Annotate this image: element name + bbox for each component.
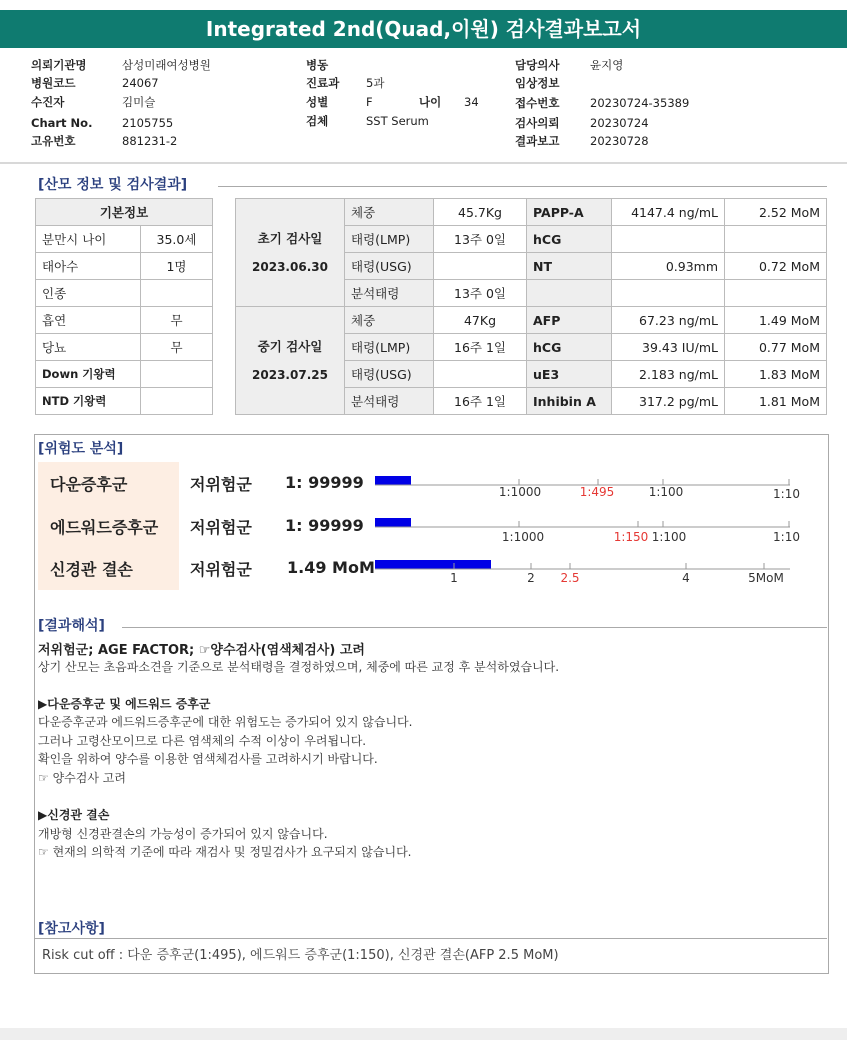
marker-conc: 4147.4 ng/mL bbox=[612, 199, 725, 226]
tick-label: 5MoM bbox=[748, 571, 784, 585]
section-interpretation-title: [결과해석] bbox=[38, 618, 105, 634]
marker-conc: 317.2 pg/mL bbox=[612, 388, 725, 415]
marker-label: hCG bbox=[527, 334, 612, 361]
tick-label: 4 bbox=[682, 571, 690, 585]
cutoff-tick-label: 1:495 bbox=[579, 485, 615, 499]
hospital-code-label: 병원코드 bbox=[31, 76, 76, 90]
section-divider bbox=[34, 938, 827, 939]
basic-row-label: NTD 기왕력 bbox=[36, 388, 141, 415]
risk-value: 1: 99999 bbox=[285, 516, 364, 535]
risk-group: 저위험군 bbox=[190, 518, 252, 537]
exam-row-value: 16주 1일 bbox=[434, 388, 527, 415]
specimen-label: 검체 bbox=[306, 114, 329, 128]
ntd-mom-scale bbox=[375, 560, 790, 585]
basic-info-header: 기본정보 bbox=[36, 199, 213, 226]
department-value: 5과 bbox=[366, 76, 385, 90]
exam-row-label: 분석태령 bbox=[345, 280, 434, 307]
doctor-label: 담당의사 bbox=[515, 58, 560, 72]
sex-label: 성별 bbox=[306, 95, 329, 109]
risk-cutoff-note: Risk cut off : 다운 증후군(1:495), 에드워드 증후군(1:150), 신경관 결손(AFP 2.5 MoM) bbox=[42, 948, 559, 963]
basic-row-label: 인종 bbox=[36, 280, 141, 307]
basic-row-label: 태아수 bbox=[36, 253, 141, 280]
risk-value: 1.49 MoM bbox=[287, 558, 375, 577]
interpretation-subheading: ▶신경관 결손 bbox=[38, 808, 110, 822]
hospital-code-value: 24067 bbox=[122, 76, 159, 90]
tick-label: 1:1000 bbox=[498, 485, 542, 499]
marker-mom: 0.77 MoM bbox=[725, 334, 827, 361]
specimen-value: SST Serum bbox=[366, 114, 429, 128]
basic-row-label: 당뇨 bbox=[36, 334, 141, 361]
doctor-value: 윤지영 bbox=[590, 58, 624, 72]
exam-row-value: 13주 0일 bbox=[434, 280, 527, 307]
tick-label: 1:10 bbox=[773, 487, 800, 501]
second-exam-title: 중기 검사일 bbox=[257, 338, 323, 354]
hospital-name-label: 의뢰기관명 bbox=[31, 58, 87, 72]
tick-label: 1:10 bbox=[773, 530, 800, 544]
sex-value: F bbox=[366, 95, 373, 109]
hospital-name-value: 삼성미래여성병원 bbox=[122, 58, 211, 72]
report-date-value: 20230728 bbox=[590, 134, 649, 148]
age-label: 나이 bbox=[419, 95, 442, 109]
age-value: 34 bbox=[464, 95, 479, 109]
first-exam-date: 2023.06.30 bbox=[252, 259, 328, 274]
basic-row-value: 35.0세 bbox=[141, 226, 213, 253]
interpretation-line: 그러나 고령산모이므로 다른 염색체의 수적 이상이 우려됩니다. bbox=[38, 734, 367, 748]
marker-mom: 1.81 MoM bbox=[725, 388, 827, 415]
department-label: 진료과 bbox=[306, 76, 340, 90]
ward-label: 병동 bbox=[306, 58, 329, 72]
exam-row-label: 태령(USG) bbox=[345, 361, 434, 388]
cutoff-tick-label: 1:150 bbox=[613, 530, 649, 544]
report-date-label: 결과보고 bbox=[515, 134, 560, 148]
exam-row-value: 16주 1일 bbox=[434, 334, 527, 361]
edwards-risk-scale bbox=[375, 518, 800, 544]
request-date-label: 검사의뢰 bbox=[515, 116, 560, 130]
tick-label: 1:100 bbox=[651, 530, 687, 544]
marker-mom: 1.49 MoM bbox=[725, 307, 827, 334]
marker-conc: 39.43 IU/mL bbox=[612, 334, 725, 361]
risk-group: 저위험군 bbox=[190, 560, 252, 579]
exam-row-label: 태령(USG) bbox=[345, 253, 434, 280]
risk-group: 저위험군 bbox=[190, 475, 252, 494]
marker-conc: 67.23 ng/mL bbox=[612, 307, 725, 334]
marker-label: NT bbox=[527, 253, 612, 280]
exam-row-label: 태령(LMP) bbox=[345, 334, 434, 361]
risk-value: 1: 99999 bbox=[285, 473, 364, 492]
tick-label: 2 bbox=[527, 571, 535, 585]
patient-value: 김미슬 bbox=[122, 95, 156, 109]
interpretation-line: ☞ 양수검사 고려 bbox=[38, 771, 126, 785]
marker-mom: 2.52 MoM bbox=[725, 199, 827, 226]
unique-no-label: 고유번호 bbox=[31, 134, 76, 148]
marker-mom: 0.72 MoM bbox=[725, 253, 827, 280]
basic-row-label: 분만시 나이 bbox=[36, 226, 141, 253]
mom-bar bbox=[375, 560, 491, 569]
section-notes-title: [참고사항] bbox=[38, 921, 105, 937]
basic-row-label: 흡연 bbox=[36, 307, 141, 334]
first-exam-title: 초기 검사일 bbox=[257, 230, 323, 246]
request-date-value: 20230724 bbox=[590, 116, 649, 130]
exam-row-label: 분석태령 bbox=[345, 388, 434, 415]
marker-label: Inhibin A bbox=[527, 388, 612, 415]
exam-row-value: 13주 0일 bbox=[434, 226, 527, 253]
marker-conc: 0.93mm bbox=[612, 253, 725, 280]
marker-label: hCG bbox=[527, 226, 612, 253]
risk-bar bbox=[375, 476, 411, 485]
marker-conc: 2.183 ng/mL bbox=[612, 361, 725, 388]
marker-label: PAPP-A bbox=[527, 199, 612, 226]
chart-no-label: Chart No. bbox=[31, 116, 93, 130]
exam-row-value: 47Kg bbox=[434, 307, 527, 334]
interpretation-subheading: ▶다운증후군 및 에드워드 증후군 bbox=[38, 697, 211, 711]
tick-label: 1:100 bbox=[648, 485, 684, 499]
page-footer-band bbox=[0, 1028, 847, 1040]
exam-row-value: 45.7Kg bbox=[434, 199, 527, 226]
interpretation-line: ☞ 현재의 의학적 기준에 따라 재검사 및 정밀검사가 요구되지 않습니다. bbox=[38, 845, 412, 859]
tick-label: 1:1000 bbox=[501, 530, 545, 544]
report-title: Integrated 2nd(Quad,이원) 검사결과보고서 bbox=[0, 10, 847, 48]
receipt-no-value: 20230724-35389 bbox=[590, 96, 690, 110]
interpretation-line: 개방형 신경관결손의 가능성이 증가되어 있지 않습니다. bbox=[38, 827, 328, 841]
marker-mom: 1.83 MoM bbox=[725, 361, 827, 388]
exam-row-label: 태령(LMP) bbox=[345, 226, 434, 253]
cutoff-tick-label: 2.5 bbox=[560, 571, 580, 585]
down-risk-scale bbox=[375, 476, 800, 501]
risk-bar bbox=[375, 518, 411, 527]
interpretation-headline: 저위험군; AGE FACTOR; ☞양수검사(염색체검사) 고려 bbox=[38, 643, 365, 658]
exam-row-label: 체중 bbox=[345, 199, 434, 226]
interpretation-line: 상기 산모는 초음파소견을 기준으로 분석태령을 결정하였으며, 체중에 따른 교정 후 분석하였습니다. bbox=[38, 660, 560, 674]
basic-row-value: 무 bbox=[141, 307, 213, 334]
unique-no-value: 881231-2 bbox=[122, 134, 178, 148]
chart-no-value: 2105755 bbox=[122, 116, 174, 130]
risk-name: 신경관 결손 bbox=[50, 560, 133, 579]
marker-label: uE3 bbox=[527, 361, 612, 388]
interpretation-line: 확인을 위하여 양수를 이용한 염색체검사를 고려하시기 바랍니다. bbox=[38, 752, 378, 766]
basic-row-label: Down 기왕력 bbox=[36, 361, 141, 388]
tick-label: 1 bbox=[450, 571, 458, 585]
risk-name: 다운증후군 bbox=[50, 475, 128, 494]
basic-row-value: 1명 bbox=[141, 253, 213, 280]
marker-label: AFP bbox=[527, 307, 612, 334]
basic-row-value: 무 bbox=[141, 334, 213, 361]
section-maternal-title: [산모 정보 및 검사결과] bbox=[38, 177, 188, 193]
second-exam-date: 2023.07.25 bbox=[252, 367, 328, 382]
section-risk-title: [위험도 분석] bbox=[38, 441, 124, 457]
interpretation-line: 다운증후군과 에드워드증후군에 대한 위험도는 증가되어 있지 않습니다. bbox=[38, 715, 413, 729]
receipt-no-label: 접수번호 bbox=[515, 96, 560, 110]
exam-row-label: 체중 bbox=[345, 307, 434, 334]
clinical-info-label: 임상정보 bbox=[515, 76, 560, 90]
section-divider bbox=[122, 627, 827, 628]
risk-name: 에드워드증후군 bbox=[50, 518, 159, 537]
patient-label: 수진자 bbox=[31, 95, 65, 109]
